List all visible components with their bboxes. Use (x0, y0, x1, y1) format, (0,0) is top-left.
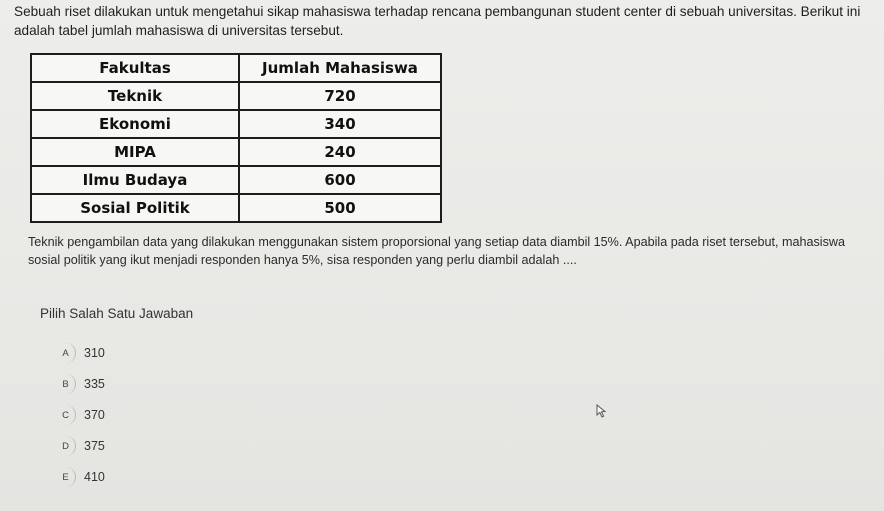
option-e[interactable] (56, 466, 256, 488)
question-text: Teknik pengambilan data yang dilakukan menggunakan sistem proporsional yang setiap data diambil 15%. Apabila pada riset tersebut, mahasiswa sosial politik yang ikut menjadi responden hanya 5%, sisa responden yang perlu diambil adalah .... (28, 235, 845, 267)
table-cell-faculty: Ilmu Budaya (31, 166, 239, 194)
table-row (31, 110, 441, 138)
option-b[interactable] (56, 373, 256, 395)
answer-prompt: Pilih Salah Satu Jawaban (40, 306, 194, 321)
table-cell-count: 340 (239, 110, 441, 138)
table-header-row (31, 54, 441, 82)
table-cell-count: 240 (239, 138, 441, 166)
table-cell-faculty: Teknik (31, 82, 239, 110)
table-cell-faculty: Sosial Politik (31, 194, 239, 222)
option-d[interactable] (56, 435, 256, 457)
table-cell-count: 720 (239, 82, 441, 110)
option-value: 310 (84, 346, 105, 360)
option-letter: C (56, 405, 76, 425)
option-value: 410 (84, 470, 105, 484)
table-header-faculty: Fakultas (31, 54, 239, 82)
mouse-pointer-icon (596, 404, 608, 418)
option-letter: B (56, 374, 76, 394)
option-value: 375 (84, 439, 105, 453)
option-letter: D (56, 436, 76, 456)
table-row (31, 82, 441, 110)
table-cell-count: 600 (239, 166, 441, 194)
option-letter: E (56, 467, 76, 487)
table-cell-count: 500 (239, 194, 441, 222)
faculty-table (30, 53, 442, 223)
table-row (31, 166, 441, 194)
intro-text: Sebuah riset dilakukan untuk mengetahui sikap mahasiswa terhadap rencana pembangunan student center di sebuah universitas. Berikut ini adalah tabel jumlah mahasiswa di universitas tersebut. (14, 4, 861, 38)
table-cell-faculty: Ekonomi (31, 110, 239, 138)
option-letter: A (56, 343, 76, 363)
option-c[interactable] (56, 404, 256, 426)
table-header-count: Jumlah Mahasiswa (239, 54, 441, 82)
table-row (31, 194, 441, 222)
option-value: 335 (84, 377, 105, 391)
option-a[interactable] (56, 342, 256, 364)
table-row (31, 138, 441, 166)
table-cell-faculty: MIPA (31, 138, 239, 166)
option-value: 370 (84, 408, 105, 422)
